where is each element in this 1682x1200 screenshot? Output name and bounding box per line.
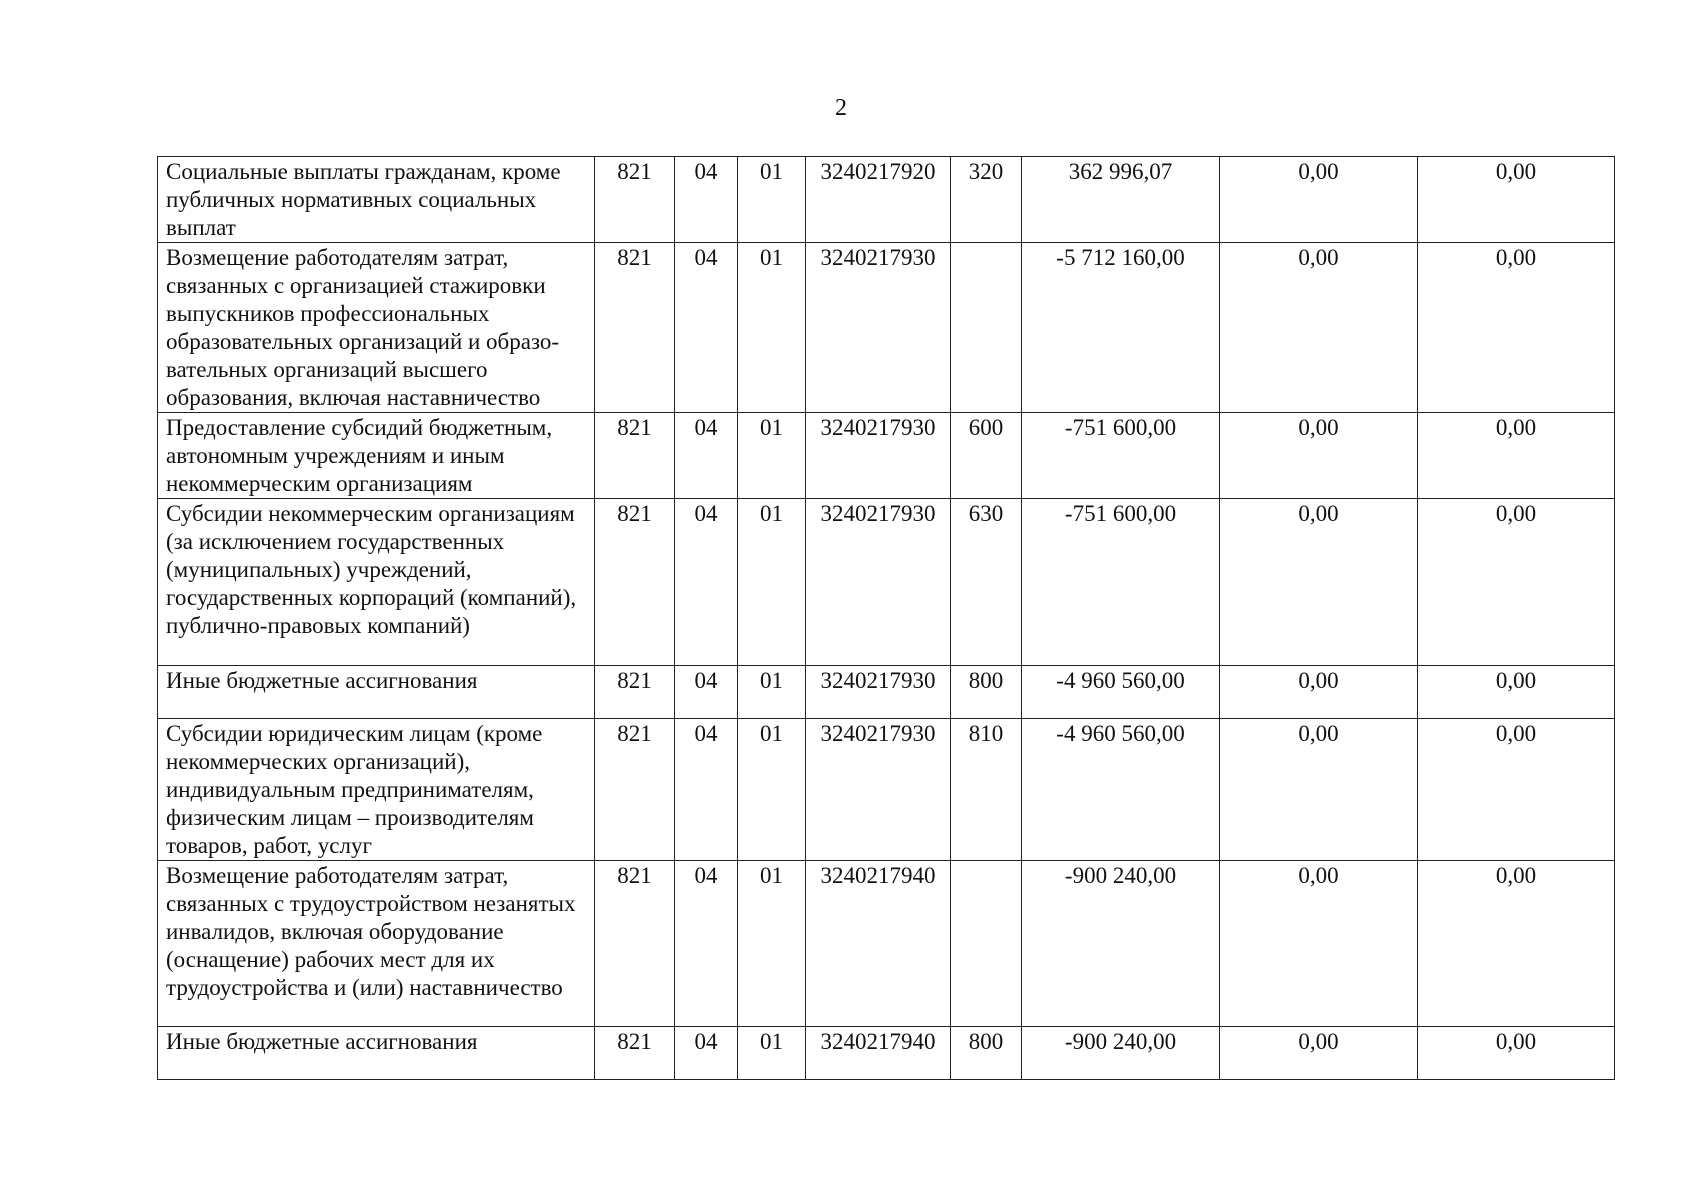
sum-1: 362 996,07: [1022, 157, 1220, 243]
sum-3: 0,00: [1418, 719, 1615, 861]
table-row: [158, 499, 1615, 666]
sum-2: 0,00: [1220, 719, 1418, 861]
row-name: Субсидии юридическим лицам (кроме некоммерческих организаций), индивидуальным предпринимателям, физическим лицам – производителям товаров, работ, услуг: [158, 719, 595, 861]
subsection-code: 01: [738, 157, 806, 243]
sum-2: 0,00: [1220, 861, 1418, 1027]
sum-1: -751 600,00: [1022, 413, 1220, 499]
sum-3: 0,00: [1418, 499, 1615, 666]
subsection-code: 01: [738, 499, 806, 666]
table-row: [158, 1027, 1615, 1080]
section-code: 04: [675, 719, 738, 861]
table-row: [158, 666, 1615, 719]
expense-type-code: 800: [951, 1027, 1022, 1080]
sum-3: 0,00: [1418, 413, 1615, 499]
section-code: 04: [675, 1027, 738, 1080]
subsection-code: 01: [738, 666, 806, 719]
sum-1: -4 960 560,00: [1022, 719, 1220, 861]
section-code: 04: [675, 413, 738, 499]
expense-type-code: [951, 243, 1022, 413]
target-article-code: 3240217940: [806, 861, 951, 1027]
gr-code: 821: [595, 666, 675, 719]
target-article-code: 3240217930: [806, 413, 951, 499]
gr-code: 821: [595, 243, 675, 413]
expense-type-code: 600: [951, 413, 1022, 499]
subsection-code: 01: [738, 861, 806, 1027]
table-row: [158, 413, 1615, 499]
gr-code: 821: [595, 861, 675, 1027]
row-name: Иные бюджетные ассигнования: [158, 1027, 595, 1080]
sum-2: 0,00: [1220, 666, 1418, 719]
gr-code: 821: [595, 413, 675, 499]
target-article-code: 3240217940: [806, 1027, 951, 1080]
gr-code: 821: [595, 499, 675, 666]
budget-table: [157, 156, 1615, 1080]
section-code: 04: [675, 499, 738, 666]
expense-type-code: 320: [951, 157, 1022, 243]
section-code: 04: [675, 243, 738, 413]
sum-2: 0,00: [1220, 243, 1418, 413]
sum-3: 0,00: [1418, 861, 1615, 1027]
gr-code: 821: [595, 719, 675, 861]
section-code: 04: [675, 861, 738, 1027]
target-article-code: 3240217930: [806, 666, 951, 719]
sum-1: -900 240,00: [1022, 1027, 1220, 1080]
subsection-code: 01: [738, 243, 806, 413]
sum-1: -900 240,00: [1022, 861, 1220, 1027]
gr-code: 821: [595, 157, 675, 243]
target-article-code: 3240217930: [806, 243, 951, 413]
target-article-code: 3240217920: [806, 157, 951, 243]
row-name: Возмещение работодателям затрат, связанных с организацией стажировки выпускников профессиональных образовательных организаций и образо-вательных организаций высшего образования, включая наставничество: [158, 243, 595, 413]
row-name: Возмещение работодателям затрат, связанных с трудоустройством незанятых инвалидов, включая оборудование (оснащение) рабочих мест для их трудоустройства и (или) наставничество: [158, 861, 595, 1027]
row-name: Социальные выплаты гражданам, кроме публичных нормативных социальных выплат: [158, 157, 595, 243]
expense-type-code: 800: [951, 666, 1022, 719]
row-name: Иные бюджетные ассигнования: [158, 666, 595, 719]
sum-3: 0,00: [1418, 157, 1615, 243]
expense-type-code: 810: [951, 719, 1022, 861]
subsection-code: 01: [738, 719, 806, 861]
sum-2: 0,00: [1220, 1027, 1418, 1080]
table-row: [158, 719, 1615, 861]
sum-3: 0,00: [1418, 666, 1615, 719]
page-number: 2: [835, 95, 847, 121]
target-article-code: 3240217930: [806, 499, 951, 666]
row-name: Субсидии некоммерческим организациям (за исключением государственных (муниципальных) учреждений, государственных корпораций (компаний), публично-правовых компаний): [158, 499, 595, 666]
sum-1: -4 960 560,00: [1022, 666, 1220, 719]
gr-code: 821: [595, 1027, 675, 1080]
sum-1: -5 712 160,00: [1022, 243, 1220, 413]
sum-2: 0,00: [1220, 499, 1418, 666]
section-code: 04: [675, 666, 738, 719]
table-row: [158, 243, 1615, 413]
sum-3: 0,00: [1418, 1027, 1615, 1080]
subsection-code: 01: [738, 1027, 806, 1080]
target-article-code: 3240217930: [806, 719, 951, 861]
expense-type-code: 630: [951, 499, 1022, 666]
table-row: [158, 157, 1615, 243]
sum-2: 0,00: [1220, 413, 1418, 499]
subsection-code: 01: [738, 413, 806, 499]
row-name: Предоставление субсидий бюджетным, автономным учреждениям и иным некоммерческим организациям: [158, 413, 595, 499]
sum-3: 0,00: [1418, 243, 1615, 413]
sum-2: 0,00: [1220, 157, 1418, 243]
sum-1: -751 600,00: [1022, 499, 1220, 666]
table-row: [158, 861, 1615, 1027]
section-code: 04: [675, 157, 738, 243]
expense-type-code: [951, 861, 1022, 1027]
